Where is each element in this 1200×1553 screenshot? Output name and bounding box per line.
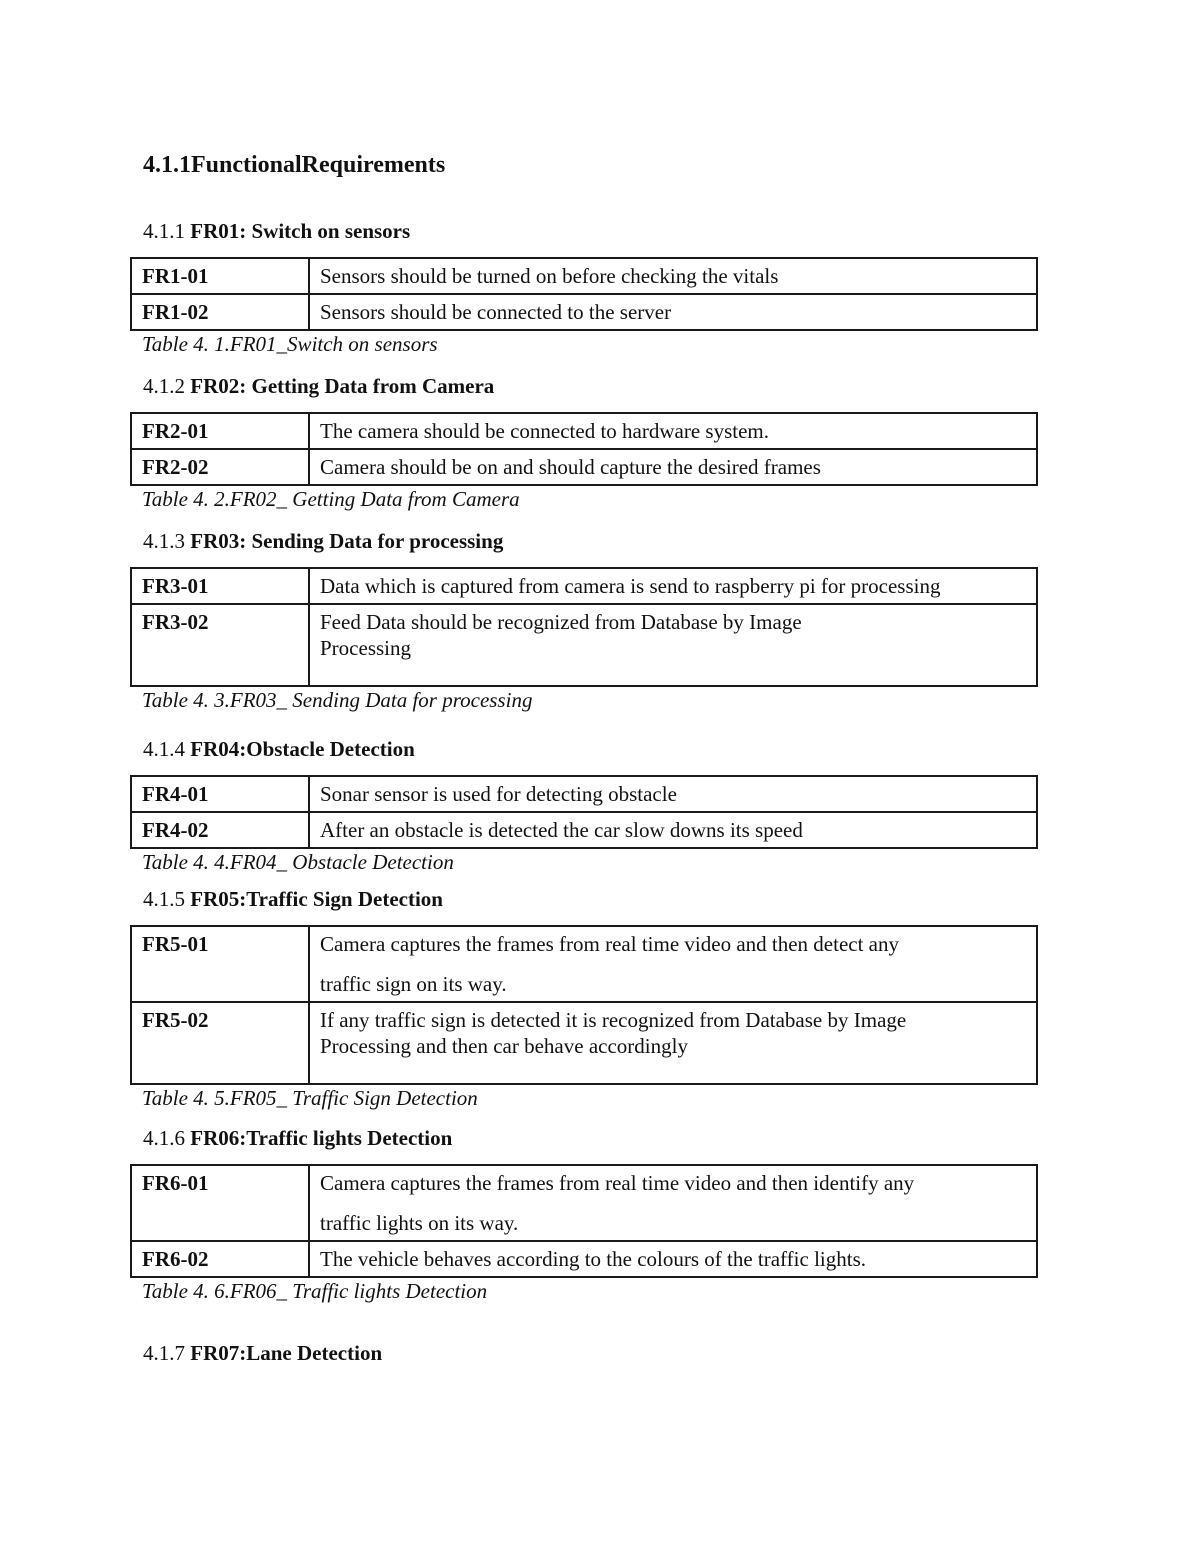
requirements-table: [130, 925, 1038, 1085]
requirement-text-line: Camera captures the frames from real time video and then identify any: [320, 1171, 915, 1195]
table-row: [131, 294, 1037, 330]
requirement-text: The vehicle behaves according to the colours of the traffic lights.: [309, 1241, 1037, 1277]
table-row: [131, 926, 1037, 1002]
section-heading: [143, 735, 1038, 763]
requirement-id: FR6-02: [131, 1241, 309, 1277]
requirement-text: The camera should be connected to hardware system.: [309, 413, 1037, 449]
requirement-id: FR3-02: [131, 604, 309, 686]
table-row: [131, 413, 1037, 449]
table-row: [131, 449, 1037, 485]
section-fr05: [130, 885, 1038, 1111]
section-number: 4.1.6: [143, 1126, 185, 1150]
requirement-text-line: traffic lights on its way.: [320, 1211, 519, 1235]
requirement-id: FR4-01: [131, 776, 309, 812]
requirement-id: FR2-01: [131, 413, 309, 449]
section-heading: [143, 1124, 1038, 1152]
section-name: FR04:Obstacle Detection: [190, 737, 415, 761]
table-caption: Table 4. 4.FR04_ Obstacle Detection: [142, 850, 454, 874]
table-row: [131, 776, 1037, 812]
table-row: [131, 1241, 1037, 1277]
requirement-text: If any traffic sign is detected it is recognized from Database by Image Processing and then car behave accordingly: [309, 1002, 1037, 1084]
requirement-text: Sensors should be connected to the server: [309, 294, 1037, 330]
requirement-text-line: traffic sign on its way.: [320, 972, 507, 996]
section-number: 4.1.1: [143, 219, 185, 243]
requirement-text: [309, 926, 1037, 1002]
requirement-id: FR2-02: [131, 449, 309, 485]
requirement-id: FR4-02: [131, 812, 309, 848]
section-name: FR06:Traffic lights Detection: [190, 1126, 453, 1150]
section-fr02: [130, 372, 1038, 512]
requirements-table: [130, 412, 1038, 486]
requirement-id: FR5-02: [131, 1002, 309, 1084]
requirements-table: [130, 257, 1038, 331]
table-row: [131, 1165, 1037, 1241]
requirements-table: [130, 775, 1038, 849]
section-heading: [143, 885, 1038, 913]
requirement-id: FR6-01: [131, 1165, 309, 1241]
table-caption: Table 4. 6.FR06_ Traffic lights Detection: [142, 1279, 488, 1303]
requirements-table: [130, 567, 1038, 687]
requirement-id: FR1-02: [131, 294, 309, 330]
section-number: 4.1.2: [143, 374, 185, 398]
section-fr06: [130, 1124, 1038, 1304]
section-number: 4.1.3: [143, 529, 185, 553]
page-title: 4.1.1FunctionalRequirements: [143, 152, 446, 178]
requirement-text: Data which is captured from camera is send to raspberry pi for processing: [309, 568, 1037, 604]
table-row: [131, 604, 1037, 686]
requirements-table: [130, 1164, 1038, 1278]
section-heading: [143, 1339, 1038, 1367]
section-fr07: [130, 1339, 1038, 1367]
requirement-text: After an obstacle is detected the car slow downs its speed: [309, 812, 1037, 848]
section-fr01: [130, 217, 1038, 357]
requirement-text-line: Camera captures the frames from real time video and then detect any: [320, 932, 899, 956]
section-heading: [143, 217, 1038, 245]
section-name: FR01: Switch on sensors: [190, 219, 411, 243]
section-name: FR07:Lane Detection: [190, 1341, 383, 1365]
table-row: [131, 1002, 1037, 1084]
section-heading: [143, 527, 1038, 555]
table-row: [131, 812, 1037, 848]
requirement-text: [309, 1165, 1037, 1241]
section-name: FR02: Getting Data from Camera: [190, 374, 495, 398]
requirement-id: FR1-01: [131, 258, 309, 294]
section-name: FR05:Traffic Sign Detection: [190, 887, 443, 911]
section-number: 4.1.4: [143, 737, 185, 761]
table-row: [131, 258, 1037, 294]
requirement-text: Sensors should be turned on before checking the vitals: [309, 258, 1037, 294]
requirement-text: Feed Data should be recognized from Database by Image Processing: [309, 604, 1037, 686]
table-caption: Table 4. 5.FR05_ Traffic Sign Detection: [142, 1086, 478, 1110]
table-caption: Table 4. 1.FR01_Switch on sensors: [142, 332, 438, 356]
requirement-id: FR5-01: [131, 926, 309, 1002]
requirement-text: Sonar sensor is used for detecting obstacle: [309, 776, 1037, 812]
section-fr04: [130, 735, 1038, 875]
table-row: [131, 568, 1037, 604]
section-fr03: [130, 527, 1038, 713]
table-caption: Table 4. 2.FR02_ Getting Data from Camera: [142, 487, 520, 511]
section-number: 4.1.5: [143, 887, 185, 911]
section-name: FR03: Sending Data for processing: [190, 529, 504, 553]
section-number: 4.1.7: [143, 1341, 185, 1365]
table-caption: Table 4. 3.FR03_ Sending Data for processing: [142, 688, 533, 712]
section-heading: [143, 372, 1038, 400]
requirement-text: Camera should be on and should capture the desired frames: [309, 449, 1037, 485]
requirement-id: FR3-01: [131, 568, 309, 604]
